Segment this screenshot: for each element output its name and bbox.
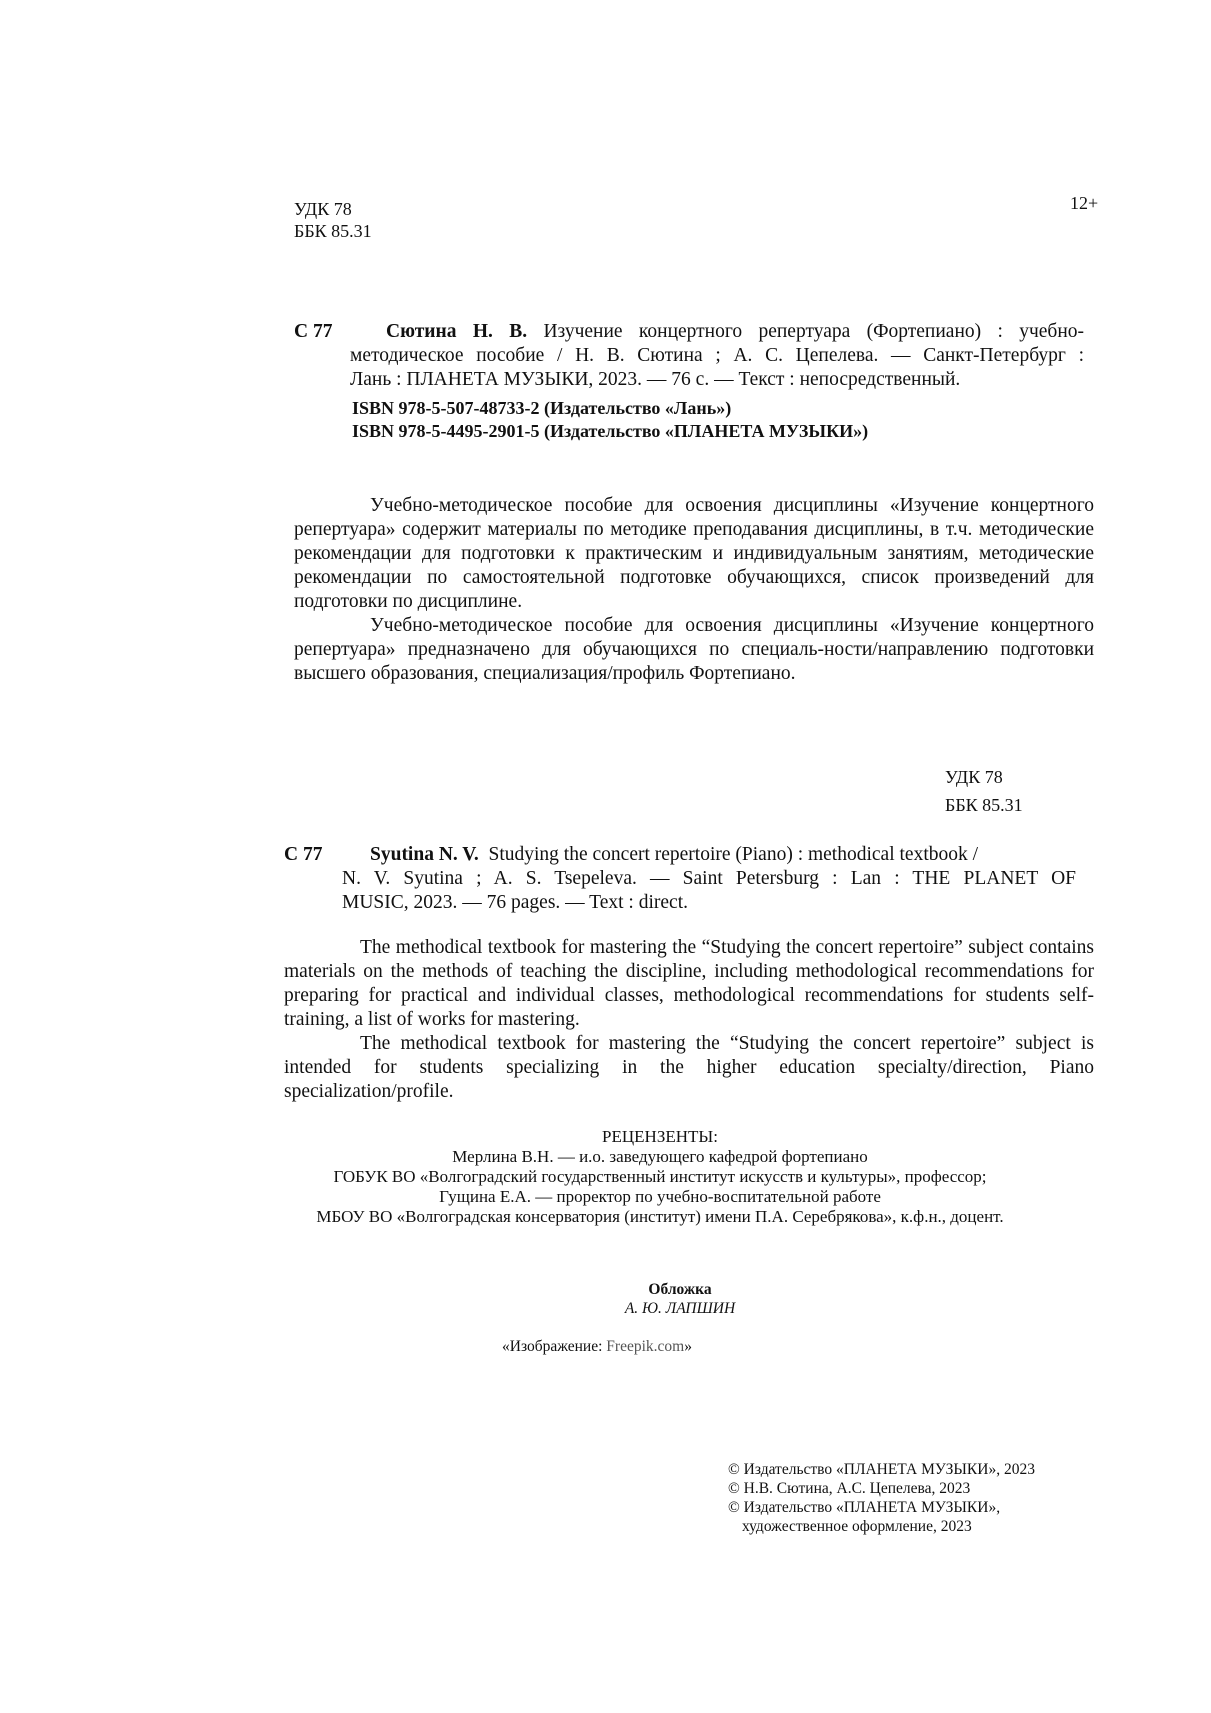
image-credit-source: Freepik.com <box>606 1338 685 1355</box>
reviewer-1-name: Мерлина В.Н. — и.о. заведующего кафедрой фортепиано <box>452 1147 868 1166</box>
image-credit <box>502 1337 692 1356</box>
ru-record-author: Сютина Н. В. <box>386 321 528 342</box>
ru-record-line2: методическое пособие / Н. В. Сютина ; А. С. Цепелева. — Санкт-Петербург : <box>350 345 1084 366</box>
cover-designer: А. Ю. ЛАПШИН <box>624 1300 736 1317</box>
cover-credit <box>560 1280 800 1318</box>
copyright-design: © Издательство «ПЛАНЕТА МУЗЫКИ», <box>728 1499 1001 1516</box>
ru-abstract <box>294 494 1094 686</box>
ru-abstract-p2: Учебно-методическое пособие для освоения дисциплины «Изучение концертного репертуара» предназначено для обучающихся по специаль-ности/направлению подготовки высшего образования, специализация/профиль Фортепиано. <box>294 615 1094 684</box>
ru-record-code: С 77 <box>294 321 333 342</box>
reviewer-2-name: Гущина Е.А. — проректор по учебно-воспитательной работе <box>439 1187 881 1206</box>
en-abstract-p2: The methodical textbook for mastering the “Studying the concert repertoire” subject is intended for students specializing in the higher education specialty/direction, Piano specialization/profile. <box>284 1033 1094 1102</box>
bbk-code: ББК 85.31 <box>294 221 372 241</box>
en-record-line1: Studying the concert repertoire (Piano) : methodical textbook / <box>488 844 979 865</box>
en-bibliographic-record <box>284 843 1080 915</box>
isbn-lan: ISBN 978-5-507-48733-2 (Издательство «Лань») <box>352 398 732 418</box>
copyright-design-note: художественное оформление, 2023 <box>742 1518 972 1535</box>
copyright-authors: © Н.В. Сютина, А.С. Цепелева, 2023 <box>728 1480 971 1497</box>
en-abstract-p1: The methodical textbook for mastering the “Studying the concert repertoire” subject contains materials on the methods of teaching the discipline, including methodological recommendations for preparing for practical and individual classes, methodological recommendations for students self-training, a list of works for mastering. <box>284 937 1094 1030</box>
image-credit-suffix: » <box>684 1338 692 1355</box>
copyright-block <box>728 1460 1088 1536</box>
ru-bibliographic-record <box>294 320 1094 392</box>
en-record-code: С 77 <box>284 844 323 865</box>
right-bbk-code: ББК 85.31 <box>945 795 1023 815</box>
en-record-line3: MUSIC, 2023. — 76 pages. — Text : direct. <box>342 892 688 913</box>
reviewer-1-affiliation: ГОБУК ВО «Волгоградский государственный институт искусств и культуры», профессор; <box>333 1167 987 1186</box>
ru-record-line3: Лань : ПЛАНЕТА МУЗЫКИ, 2023. — 76 с. — Текст : непосредственный. <box>350 369 961 390</box>
en-abstract <box>284 936 1094 1104</box>
en-record-author: Syutina N. V. <box>370 844 479 865</box>
ru-record-title-line <box>386 320 1084 344</box>
right-udk-code: УДК 78 <box>945 767 1003 787</box>
en-record-line2: N. V. Syutina ; A. S. Tsepeleva. — Saint Petersburg : Lan : THE PLANET OF <box>342 868 1076 889</box>
ru-abstract-p1: Учебно-методическое пособие для освоения дисциплины «Изучение концертного репертуара» содержит материалы по методике преподавания дисциплины, в т.ч. методические рекомендации для подготовки к практическим и индивидуальным занятиям, методические рекомендации по самостоятельной подготовке обучающихся, список произведений для подготовки по дисциплине. <box>294 495 1094 612</box>
copyright-publisher: © Издательство «ПЛАНЕТА МУЗЫКИ», 2023 <box>728 1461 1035 1478</box>
age-rating: 12+ <box>1070 193 1099 213</box>
en-record-title-line <box>370 843 1080 867</box>
ru-record-line1: Изучение концертного репертуара (Фортепиано) : учебно- <box>543 321 1085 342</box>
cover-label: Обложка <box>648 1281 712 1298</box>
reviewers-block <box>240 1127 1080 1227</box>
reviewers-heading: РЕЦЕНЗЕНТЫ: <box>602 1127 718 1146</box>
isbn-planet-music: ISBN 978-5-4495-2901-5 (Издательство «ПЛАНЕТА МУЗЫКИ») <box>352 421 869 441</box>
reviewer-2-affiliation: МБОУ ВО «Волгоградская консерватория (институт) имени П.А. Серебрякова», к.ф.н., доцент. <box>316 1207 1004 1226</box>
udk-code: УДК 78 <box>294 199 352 219</box>
image-credit-prefix: «Изображение: <box>502 1338 607 1355</box>
